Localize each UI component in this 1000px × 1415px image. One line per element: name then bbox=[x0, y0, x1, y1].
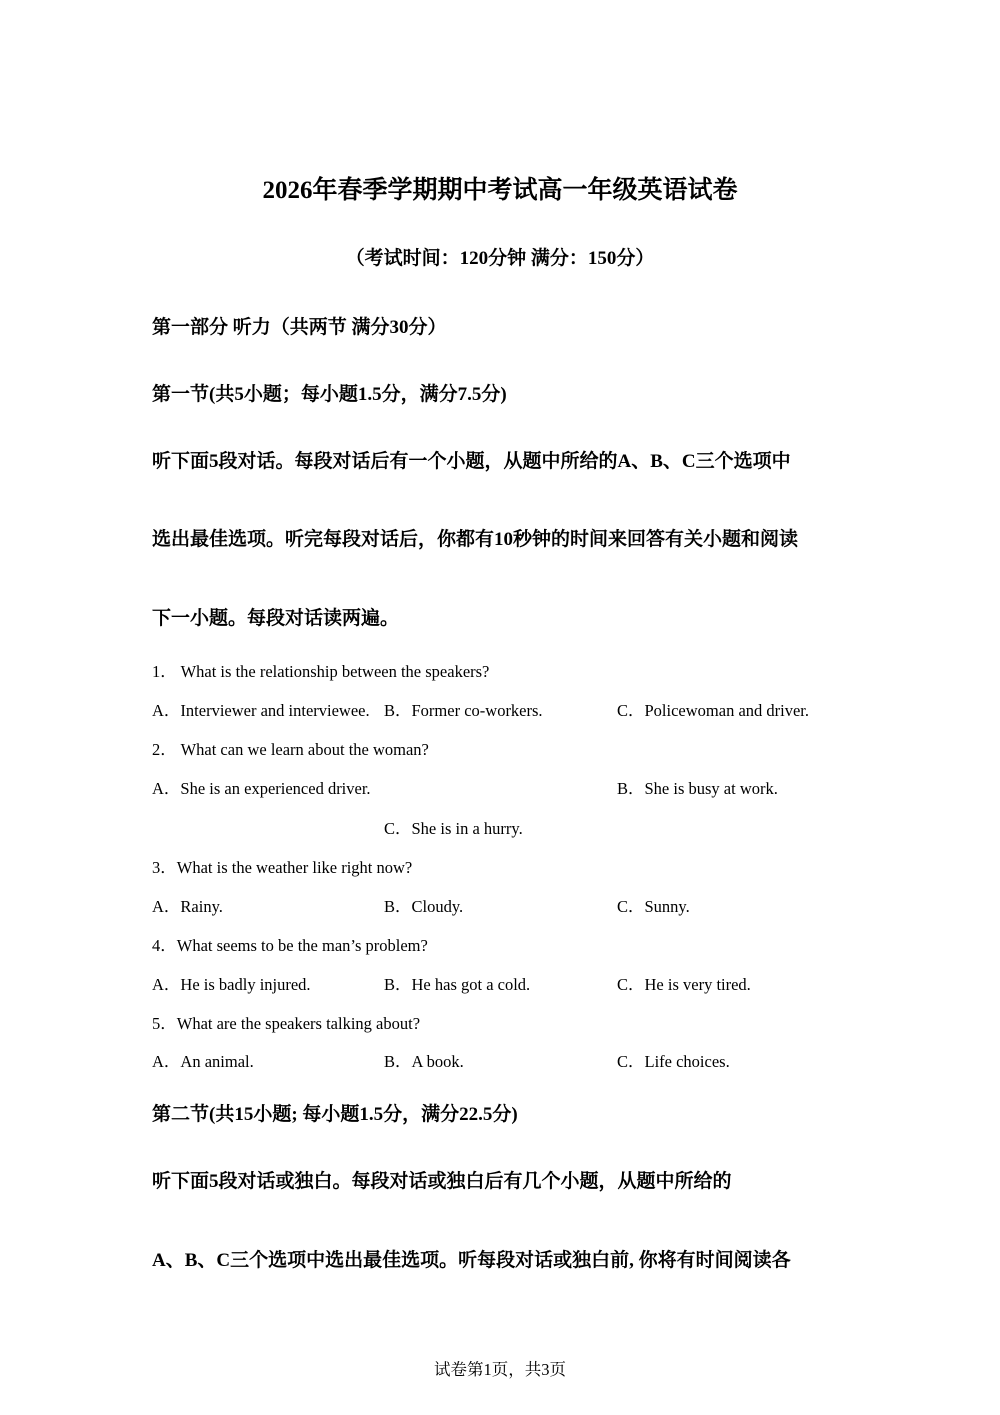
option-a: A．Interviewer and interviewee. bbox=[152, 701, 370, 720]
question-stem: 4．What seems to be the man’s problem? bbox=[152, 936, 428, 955]
option-a: A．He is badly injured. bbox=[152, 975, 311, 994]
option-a: A．An animal. bbox=[152, 1052, 254, 1071]
section2-heading: 第二节(共15小题; 每小题1.5分，满分22.5分) bbox=[152, 1104, 518, 1125]
option-b: B．Cloudy. bbox=[384, 897, 464, 916]
option-b: B．Former co-workers. bbox=[384, 701, 543, 720]
option-a: A．Rainy. bbox=[152, 897, 223, 916]
section1-heading: 第一节(共5小题；每小题1.5分，满分7.5分) bbox=[152, 384, 507, 405]
option-c: C．Life choices. bbox=[617, 1052, 730, 1071]
option-c: C．She is in a hurry. bbox=[384, 819, 523, 838]
option-b: B．She is busy at work. bbox=[617, 779, 778, 798]
question-stem: 2． What can we learn about the woman? bbox=[152, 740, 429, 759]
question-stem: 1． What is the relationship between the speakers? bbox=[152, 662, 490, 681]
question-stem: 5．What are the speakers talking about? bbox=[152, 1014, 421, 1033]
section2-instruction-line: 听下面5段对话或独白。每段对话或独白后有几个小题，从题中所给的 bbox=[152, 1171, 732, 1192]
exam-subtitle: （考试时间：120分钟 满分：150分） bbox=[345, 248, 655, 269]
option-b: B．He has got a cold. bbox=[384, 975, 531, 994]
section2-instruction-line: A、B、C三个选项中选出最佳选项。听每段对话或独白前, 你将有时间阅读各 bbox=[152, 1250, 791, 1271]
part1-heading: 第一部分 听力（共两节 满分30分） bbox=[152, 317, 447, 338]
section1-instruction-line: 选出最佳选项。听完每段对话后，你都有10秒钟的时间来回答有关小题和阅读 bbox=[152, 529, 799, 550]
page-footer: 试卷第1页，共3页 bbox=[434, 1360, 566, 1379]
option-c: C．Sunny. bbox=[617, 897, 690, 916]
option-c: C．Policewoman and driver. bbox=[617, 701, 810, 720]
exam-title: 2026年春季学期期中考试高一年级英语试卷 bbox=[262, 177, 738, 204]
question-stem: 3．What is the weather like right now? bbox=[152, 858, 413, 877]
option-a: A．She is an experienced driver. bbox=[152, 779, 371, 798]
option-c: C．He is very tired. bbox=[617, 975, 751, 994]
section1-instruction-line: 下一小题。每段对话读两遍。 bbox=[152, 608, 400, 629]
section1-instruction-line: 听下面5段对话。每段对话后有一个小题，从题中所给的A、B、C三个选项中 bbox=[152, 451, 791, 472]
option-b: B．A book. bbox=[384, 1052, 464, 1071]
